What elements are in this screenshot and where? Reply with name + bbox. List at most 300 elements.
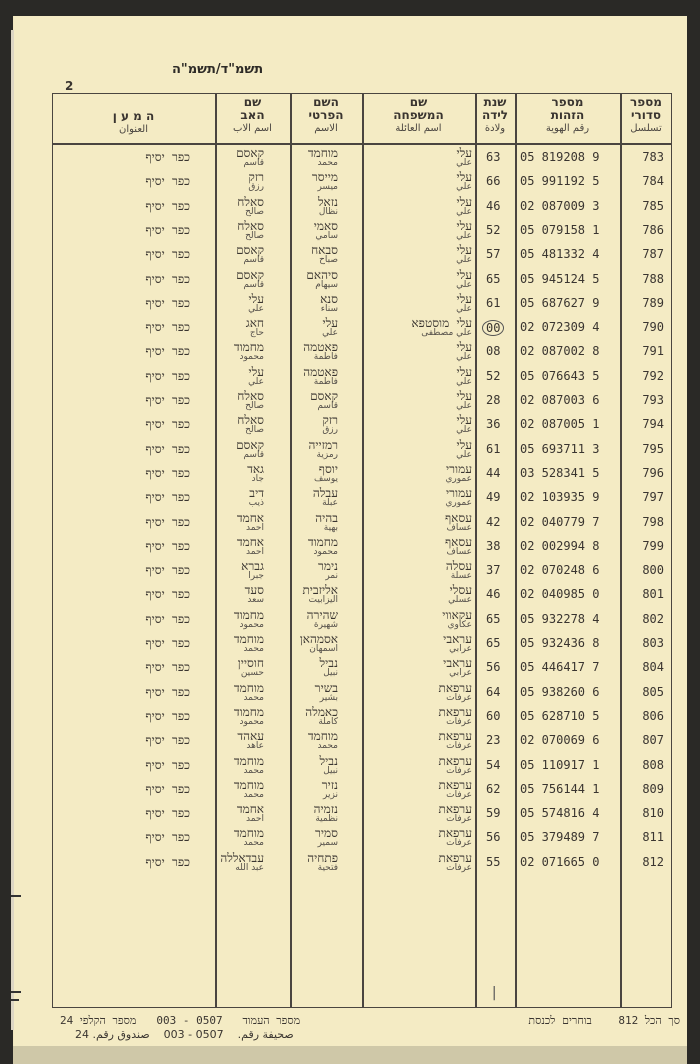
- family-name-arabic: علي: [456, 449, 472, 460]
- father-name-arabic: عبد الله: [235, 862, 264, 873]
- serial-number: 801: [642, 587, 664, 602]
- id-number: 02 002994 8: [520, 538, 600, 553]
- page-label-ar: صحيفة رقم.: [237, 1028, 294, 1041]
- serial-number: 803: [642, 636, 664, 650]
- family-name-arabic: عموري: [445, 473, 472, 484]
- table-row: [52, 169, 672, 194]
- table-row: [52, 218, 672, 243]
- family-name-arabic: عرابي: [449, 668, 472, 679]
- first-name-hebrew: נזיר: [321, 777, 338, 792]
- father-name-hebrew: מחמוד: [233, 607, 264, 622]
- first-name-hebrew: בהיה: [315, 510, 338, 525]
- first-name-arabic: محمد: [317, 741, 338, 752]
- first-name-hebrew: נזמיה: [313, 802, 338, 817]
- address: כפר יסיף: [145, 222, 190, 237]
- serial-number: 809: [642, 781, 664, 796]
- id-number: 02 087009 3: [520, 198, 600, 213]
- family-name-hebrew: עלי: [456, 218, 472, 233]
- margin-tick: [11, 999, 19, 1001]
- id-number: 05 446417 7: [520, 660, 600, 675]
- serial-number: 785: [642, 198, 664, 213]
- birth-year: 56: [486, 660, 501, 675]
- first-name-hebrew: מוחמד: [307, 729, 338, 744]
- id-number: 05 991192 5: [520, 174, 600, 189]
- first-name-arabic: فاطمة: [313, 376, 338, 387]
- serial-number: 812: [642, 854, 664, 869]
- family-name-hebrew: עסאף: [444, 510, 472, 525]
- first-name-hebrew: עלי: [322, 316, 338, 331]
- handwritten-mark: |: [490, 985, 499, 1001]
- father-name-arabic: محمود: [239, 716, 264, 727]
- first-name-hebrew: בשיר: [314, 680, 338, 695]
- first-name-hebrew: סבאח: [311, 243, 338, 258]
- footer-ballot-he: [60, 1014, 300, 1027]
- id-number: 03 528341 5: [520, 465, 600, 480]
- first-name-arabic: نبيل: [323, 668, 338, 679]
- serial-number: 789: [642, 295, 664, 310]
- family-name-hebrew: ערפאת: [438, 826, 472, 841]
- address: כפר יסיף: [145, 708, 190, 723]
- family-name-hebrew: עלי: [456, 267, 472, 282]
- footer-ballot-ar: [75, 1028, 294, 1041]
- address: כפר יסיף: [145, 854, 190, 869]
- id-number: 02 070248 6: [520, 563, 600, 578]
- father-name-hebrew: גברא: [241, 559, 264, 574]
- address: כפר יסיף: [145, 757, 190, 772]
- father-name-arabic: صالح: [245, 401, 264, 411]
- family-name-hebrew: ערפאת: [438, 802, 472, 817]
- family-name-arabic: علي: [456, 158, 472, 168]
- table-row: [52, 680, 672, 705]
- address: כפר יסיף: [145, 660, 190, 675]
- first-name-arabic: نظال: [318, 206, 338, 217]
- table-row: [52, 850, 672, 875]
- table-row: [52, 534, 672, 559]
- address: כפר יסיף: [145, 368, 190, 383]
- table-row: [52, 364, 672, 389]
- serial-number: 794: [642, 417, 664, 432]
- first-name-hebrew: רמזייה: [308, 437, 338, 452]
- family-name-hebrew: עסלה: [445, 559, 472, 574]
- table-row: [52, 194, 672, 219]
- father-name-hebrew: קאסם: [236, 146, 264, 160]
- id-number: 05 076643 5: [520, 368, 600, 383]
- family-name-hebrew: עלי: [456, 243, 472, 258]
- father-name-hebrew: סאלח: [237, 389, 264, 403]
- birth-year: 08: [486, 344, 501, 359]
- serial-number: 792: [642, 368, 664, 383]
- family-name-hebrew: עלי: [456, 194, 472, 209]
- father-name-hebrew: מוחמד: [233, 753, 264, 768]
- father-name-hebrew: חוסיין: [237, 656, 264, 671]
- first-name-hebrew: אסמהאן: [299, 632, 338, 646]
- serial-number: 796: [642, 465, 664, 480]
- father-name-arabic: صالح: [245, 230, 264, 241]
- birth-year: 59: [486, 806, 501, 821]
- family-name-arabic: عسلة: [450, 571, 472, 582]
- address: כפר יסיף: [145, 441, 190, 456]
- serial-number: 791: [642, 344, 664, 359]
- first-name-hebrew: פאטמה: [303, 364, 338, 379]
- document-title: תשמ"ד/תשמ"ה: [172, 62, 264, 77]
- address: כפר יסיף: [145, 514, 190, 529]
- birth-year: 46: [486, 198, 501, 213]
- birth-year: 55: [486, 854, 501, 869]
- ballot-label-ar: صندوق رقم.: [92, 1028, 150, 1041]
- birth-year: 57: [486, 247, 501, 262]
- address: כפר יסיף: [145, 611, 190, 626]
- birth-year: 65: [486, 271, 501, 286]
- father-name-arabic: محمود: [239, 619, 264, 630]
- ballot-label: מספר הקלפי: [79, 1014, 137, 1027]
- family-name-arabic: عرفات: [446, 789, 472, 800]
- family-name-hebrew: עלי: [456, 340, 472, 355]
- father-name-arabic: جاد: [251, 473, 264, 484]
- table-row: [52, 315, 672, 340]
- first-name-arabic: بشير: [319, 692, 338, 703]
- id-number: 02 087002 8: [520, 344, 600, 359]
- birth-year: 37: [486, 563, 501, 578]
- family-name-arabic: عرفات: [446, 765, 472, 776]
- family-name-hebrew: עלי: [456, 437, 472, 452]
- first-name-arabic: نمر: [325, 571, 338, 582]
- first-name-arabic: رزق: [322, 425, 338, 436]
- ballot-value-ar: 0507 - 003: [163, 1028, 224, 1041]
- birth-year: 42: [486, 514, 501, 529]
- id-number: 05 110917 1: [520, 757, 600, 772]
- first-name-hebrew: קאסם: [310, 389, 338, 403]
- father-name-arabic: محمد: [243, 789, 264, 800]
- id-number: 02 040985 0: [520, 587, 600, 602]
- family-name-arabic: عرفات: [446, 862, 472, 873]
- first-name-arabic: محمد: [317, 158, 338, 168]
- first-name-hebrew: נימר: [317, 559, 338, 574]
- serial-number: 786: [642, 222, 664, 237]
- family-name-hebrew: ערפאת: [438, 729, 472, 744]
- father-name-hebrew: עלי: [248, 291, 264, 306]
- address: כפר יסיף: [145, 733, 190, 748]
- address: כפר יסיף: [145, 636, 190, 650]
- father-name-hebrew: אחמד: [236, 534, 264, 549]
- first-name-hebrew: מוחמד: [307, 146, 338, 160]
- family-name-arabic: علي مصطفى: [421, 328, 472, 339]
- first-name-hebrew: פתחיה: [307, 850, 338, 865]
- table-row: [52, 461, 672, 486]
- father-name-arabic: صالح: [245, 425, 264, 436]
- first-name-arabic: كاملة: [318, 716, 338, 727]
- birth-year: 52: [486, 368, 501, 383]
- father-name-arabic: قاسم: [243, 449, 264, 460]
- family-name-arabic: عموري: [445, 498, 472, 509]
- father-name-arabic: عاهد: [246, 741, 264, 752]
- father-name-arabic: حاج: [249, 328, 264, 339]
- first-name-hebrew: סנא: [320, 291, 338, 306]
- family-name-arabic: عرفات: [446, 692, 472, 703]
- first-name-arabic: شهيرة: [313, 619, 338, 630]
- total-label: סך הכל: [644, 1014, 680, 1027]
- address: כפר יסיף: [145, 417, 190, 432]
- father-name-hebrew: עלי: [248, 364, 264, 379]
- first-name-hebrew: סאמי: [313, 218, 338, 233]
- father-name-hebrew: קאסם: [236, 437, 264, 452]
- serial-number: 800: [642, 563, 664, 578]
- family-name-arabic: عساف: [446, 546, 472, 557]
- family-name-hebrew: ערפאת: [438, 680, 472, 695]
- first-name-arabic: فتحية: [317, 862, 338, 873]
- header-address: ה מ ע ן العنوان: [112, 109, 155, 135]
- id-number: 02 103935 9: [520, 490, 600, 505]
- father-name-hebrew: אחמד: [236, 802, 264, 817]
- first-name-arabic: اليزابيت: [308, 595, 338, 606]
- id-number: 02 087005 1: [520, 417, 600, 432]
- footer-total: [528, 1014, 680, 1027]
- table-row: [52, 291, 672, 316]
- first-name-hebrew: שהירה: [306, 607, 338, 622]
- total-value: 812: [618, 1014, 639, 1027]
- father-name-hebrew: עאהד: [237, 729, 264, 744]
- header-birth-year: שנת לידה ولادة: [481, 95, 509, 134]
- table-row: [52, 267, 672, 292]
- family-name-arabic: علي: [456, 303, 472, 314]
- family-name-hebrew: עלי: [456, 170, 472, 185]
- father-name-arabic: سعد: [247, 595, 264, 606]
- birth-year: 52: [486, 222, 501, 237]
- address: כפר יסיף: [145, 198, 190, 213]
- father-name-hebrew: מוחמד: [233, 777, 264, 792]
- serial-number: 811: [642, 830, 664, 845]
- birth-year: 49: [486, 490, 501, 505]
- father-name-arabic: محمد: [243, 692, 264, 703]
- family-name-hebrew: עלי: [456, 146, 472, 160]
- father-name-arabic: قاسم: [243, 255, 264, 266]
- table-row: [52, 388, 672, 413]
- family-name-arabic: عكاوي: [447, 619, 472, 630]
- family-name-hebrew: עסאף: [444, 534, 472, 549]
- father-name-arabic: احمد: [246, 522, 264, 533]
- voters-label: בוחרים לכנסת: [528, 1014, 592, 1027]
- address: כפר יסיף: [145, 806, 190, 821]
- family-name-hebrew: עלי: [456, 413, 472, 428]
- address: כפר יסיף: [145, 247, 190, 262]
- first-name-hebrew: מייסר: [311, 170, 338, 185]
- serial-number: 799: [642, 538, 664, 553]
- family-name-arabic: علي: [456, 230, 472, 241]
- first-name-arabic: نظمية: [315, 814, 338, 825]
- id-number: 05 693711 3: [520, 441, 600, 456]
- first-name-arabic: عبلة: [322, 498, 338, 509]
- family-name-arabic: علي: [456, 401, 472, 411]
- family-name-hebrew: ערפאת: [438, 704, 472, 719]
- first-name-hebrew: נביל: [319, 656, 338, 671]
- serial-number: 805: [642, 684, 664, 699]
- father-name-hebrew: קאסם: [236, 267, 264, 282]
- id-number: 05 945124 5: [520, 271, 600, 286]
- first-name-arabic: محمود: [313, 546, 338, 557]
- family-name-arabic: عرابي: [449, 644, 472, 654]
- serial-number: 804: [642, 660, 664, 675]
- birth-year: 38: [486, 538, 501, 553]
- id-number: 02 070069 6: [520, 733, 600, 748]
- father-name-hebrew: דיב: [249, 486, 264, 501]
- id-number: 05 932436 8: [520, 636, 600, 650]
- family-name-hebrew: עמורי: [445, 461, 472, 476]
- first-name-hebrew: מחמוד: [307, 534, 338, 549]
- birth-year: 65: [486, 636, 501, 650]
- family-name-arabic: علي: [456, 425, 472, 436]
- address: כפר יסיף: [145, 538, 190, 553]
- address: כפר יסיף: [145, 344, 190, 359]
- header-serial: מספר סדורי تسلسل: [630, 95, 662, 134]
- father-name-hebrew: מוחמד: [233, 632, 264, 646]
- first-name-arabic: اسمهان: [309, 644, 338, 654]
- id-number: 05 932278 4: [520, 611, 600, 626]
- table-row: [52, 339, 672, 364]
- serial-number: 808: [642, 757, 664, 772]
- birth-year: 63: [486, 150, 501, 164]
- table-row: [52, 728, 672, 753]
- father-name-hebrew: קאסם: [236, 243, 264, 258]
- first-name-hebrew: אליזבית: [302, 583, 338, 598]
- father-name-arabic: علي: [248, 303, 264, 314]
- father-name-arabic: قاسم: [243, 279, 264, 290]
- family-name-arabic: عسلي: [448, 595, 472, 606]
- father-name-arabic: محمد: [243, 838, 264, 849]
- first-name-hebrew: רזק: [322, 413, 338, 428]
- birth-year: 62: [486, 781, 501, 796]
- table-row: [52, 607, 672, 632]
- page-value-ar: 24: [75, 1028, 89, 1041]
- id-number: 05 756144 1: [520, 781, 600, 796]
- family-name-arabic: عرفات: [446, 716, 472, 727]
- first-name-arabic: نزير: [323, 789, 338, 800]
- family-name-arabic: عرفات: [446, 814, 472, 825]
- first-name-arabic: سيهام: [315, 279, 338, 290]
- family-name-hebrew: עלי מוסטפא: [411, 316, 472, 331]
- family-name-hebrew: עלי: [456, 291, 472, 306]
- birth-year: 28: [486, 393, 501, 407]
- father-name-hebrew: סעד: [244, 583, 264, 598]
- father-name-arabic: علي: [248, 376, 264, 387]
- table-row: [52, 145, 672, 170]
- serial-number: 790: [642, 320, 664, 335]
- page-value: 24: [60, 1014, 74, 1027]
- first-name-arabic: بهية: [323, 522, 338, 533]
- father-name-hebrew: מחמוד: [233, 340, 264, 355]
- birth-year: 61: [486, 441, 501, 456]
- birth-year: 54: [486, 757, 501, 772]
- father-name-hebrew: סאלח: [237, 218, 264, 233]
- father-name-arabic: حسين: [240, 668, 264, 679]
- birth-year: 56: [486, 830, 501, 845]
- first-name-hebrew: סיהאם: [306, 267, 338, 282]
- scan-bottom-band: [13, 1046, 687, 1064]
- serial-number: 806: [642, 708, 664, 723]
- father-name-arabic: محمد: [243, 644, 264, 654]
- header-first-name: השם הפרטי الاسم: [308, 95, 344, 134]
- address: כפר יסיף: [145, 295, 190, 310]
- family-name-arabic: علي: [456, 182, 472, 193]
- address: כפר יסיף: [145, 830, 190, 845]
- birth-year: 64: [486, 684, 501, 699]
- address: כפר יסיף: [145, 587, 190, 602]
- table-row: [52, 631, 672, 656]
- header-father-name: שם האב اسم الاب: [233, 95, 272, 134]
- first-name-hebrew: סמיר: [315, 826, 338, 841]
- father-name-arabic: صالح: [245, 206, 264, 217]
- id-number: 02 040779 7: [520, 514, 600, 529]
- birth-year: 36: [486, 417, 501, 432]
- serial-number: 810: [642, 806, 664, 821]
- first-name-arabic: فاطمة: [313, 352, 338, 363]
- header-family-name: שם המשפחה اسم العائلة: [393, 95, 444, 134]
- margin-tick: [11, 991, 21, 993]
- family-name-arabic: علي: [456, 255, 472, 266]
- family-name-hebrew: ערפאת: [438, 777, 472, 792]
- serial-number: 807: [642, 733, 664, 748]
- id-number: 05 379489 7: [520, 830, 600, 845]
- address: כפר יסיף: [145, 465, 190, 480]
- serial-number: 787: [642, 247, 664, 262]
- id-number: 05 628710 5: [520, 708, 600, 723]
- table-row: [52, 412, 672, 437]
- table-row: [52, 510, 672, 535]
- father-name-hebrew: רזק: [248, 170, 264, 185]
- father-name-arabic: جبرا: [248, 571, 264, 582]
- address: כפר יסיף: [145, 271, 190, 286]
- table-row: [52, 825, 672, 850]
- address: כפר יסיף: [145, 684, 190, 699]
- id-number: 05 574816 4: [520, 806, 600, 821]
- first-name-hebrew: פאטמה: [303, 340, 338, 355]
- father-name-hebrew: מחמוד: [233, 704, 264, 719]
- address: כפר יסיף: [145, 174, 190, 189]
- first-name-arabic: سمير: [317, 838, 338, 849]
- family-name-arabic: علي: [456, 352, 472, 363]
- family-name-arabic: علي: [456, 279, 472, 290]
- birth-year: 66: [486, 174, 501, 189]
- serial-number: 783: [642, 150, 664, 164]
- father-name-hebrew: סאלח: [237, 194, 264, 209]
- birth-year: 65: [486, 611, 501, 626]
- family-name-hebrew: עקאווי: [442, 607, 472, 622]
- family-name-arabic: عرفات: [446, 741, 472, 752]
- father-name-hebrew: סאלח: [237, 413, 264, 428]
- id-number: 02 072309 4: [520, 320, 600, 335]
- father-name-hebrew: עבדאללה: [220, 850, 264, 865]
- margin-tick: [11, 895, 21, 897]
- birth-year: 44: [486, 465, 501, 480]
- table-row: [52, 777, 672, 802]
- first-name-hebrew: כאמלה: [305, 704, 338, 719]
- binder-strip: [11, 30, 14, 1030]
- father-name-hebrew: גאד: [247, 461, 264, 476]
- table-row: [52, 801, 672, 826]
- table-row: [52, 704, 672, 729]
- first-name-arabic: صباح: [319, 255, 338, 266]
- id-number: 02 087003 6: [520, 393, 600, 407]
- table-row: [52, 242, 672, 267]
- first-name-hebrew: יוסף: [318, 461, 338, 476]
- table-row: [52, 558, 672, 583]
- first-name-arabic: سناء: [320, 303, 338, 314]
- family-name-hebrew: עלי: [456, 389, 472, 403]
- table-row: [52, 582, 672, 607]
- father-name-arabic: قاسم: [243, 158, 264, 168]
- family-name-hebrew: עסלי: [449, 583, 472, 598]
- family-name-hebrew: עראבי: [443, 632, 472, 646]
- serial-number: 797: [642, 490, 664, 505]
- table-row: [52, 753, 672, 778]
